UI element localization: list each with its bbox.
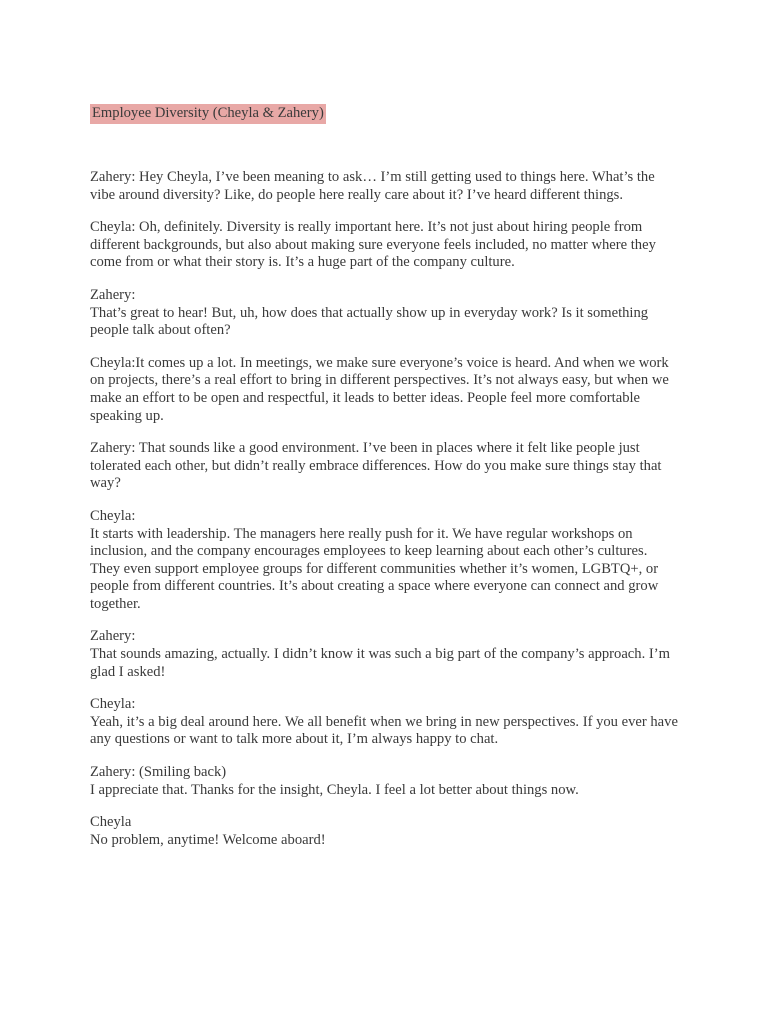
document-title: Employee Diversity (Cheyla & Zahery)	[90, 104, 326, 124]
speaker-label: Zahery:	[90, 286, 136, 303]
dialogue-text: It starts with leadership. The managers here really push for it. We have regular workshops on inclusion, and the company encourages employees to keep learning about each other’s cultures. They even support employee groups for different communities whether it’s women, LGBTQ+, or people from different countries. It’s about creating a space where everyone can connect and grow together.	[90, 525, 659, 612]
dialogue-turn	[90, 814, 680, 849]
dialogue-text: Yeah, it’s a big deal around here. We all benefit when we bring in new perspectives. If you ever have any questions or want to talk more about it, I’m always happy to chat.	[90, 713, 678, 748]
dialogue-text: That’s great to hear! But, uh, how does that actually show up in everyday work? Is it something people talk about often?	[90, 304, 649, 339]
dialogue-turn	[90, 287, 680, 340]
dialogue-text: Cheyla:It comes up a lot. In meetings, we make sure everyone’s voice is heard. And when we work on projects, there’s a real effort to bring in different perspectives. It’s not always easy, but when we make an effort to be open and respectful, it leads to better ideas. People feel more comfortable speaking up.	[90, 354, 669, 424]
dialogue-turn	[90, 628, 680, 681]
dialogue-text: Zahery: That sounds like a good environment. I’ve been in places where it felt like people just tolerated each other, but didn’t really embrace differences. How do you make sure things stay that way?	[90, 440, 662, 492]
speaker-label: Cheyla	[90, 814, 132, 831]
dialogue-turn	[90, 696, 680, 749]
speaker-label: Cheyla:	[90, 696, 136, 713]
speaker-label: Zahery:	[90, 628, 136, 645]
dialogue-turn	[90, 219, 680, 272]
dialogue-turn	[90, 508, 680, 614]
dialogue-turn	[90, 169, 680, 204]
dialogue-body	[90, 169, 680, 849]
dialogue-text: That sounds amazing, actually. I didn’t know it was such a big part of the company’s approach. I’m glad I asked!	[90, 646, 670, 680]
dialogue-text: No problem, anytime! Welcome aboard!	[90, 831, 326, 848]
dialogue-text: Cheyla: Oh, definitely. Diversity is really important here. It’s not just about hiring people from different backgrounds, but also about making sure everyone feels included, no matter where they come from or what their story is. It’s a huge part of the company culture.	[90, 219, 656, 271]
speaker-label: Cheyla:	[90, 507, 136, 524]
dialogue-turn	[90, 764, 680, 799]
dialogue-text: I appreciate that. Thanks for the insight, Cheyla. I feel a lot better about things now.	[90, 781, 579, 798]
dialogue-turn	[90, 355, 680, 425]
speaker-label: Zahery: (Smiling back)	[90, 764, 227, 781]
dialogue-text: Zahery: Hey Cheyla, I’ve been meaning to ask… I’m still getting used to things here. What’s the vibe around diversity? Like, do people here really care about it? I’ve heard different things.	[90, 169, 655, 203]
dialogue-turn	[90, 440, 680, 493]
